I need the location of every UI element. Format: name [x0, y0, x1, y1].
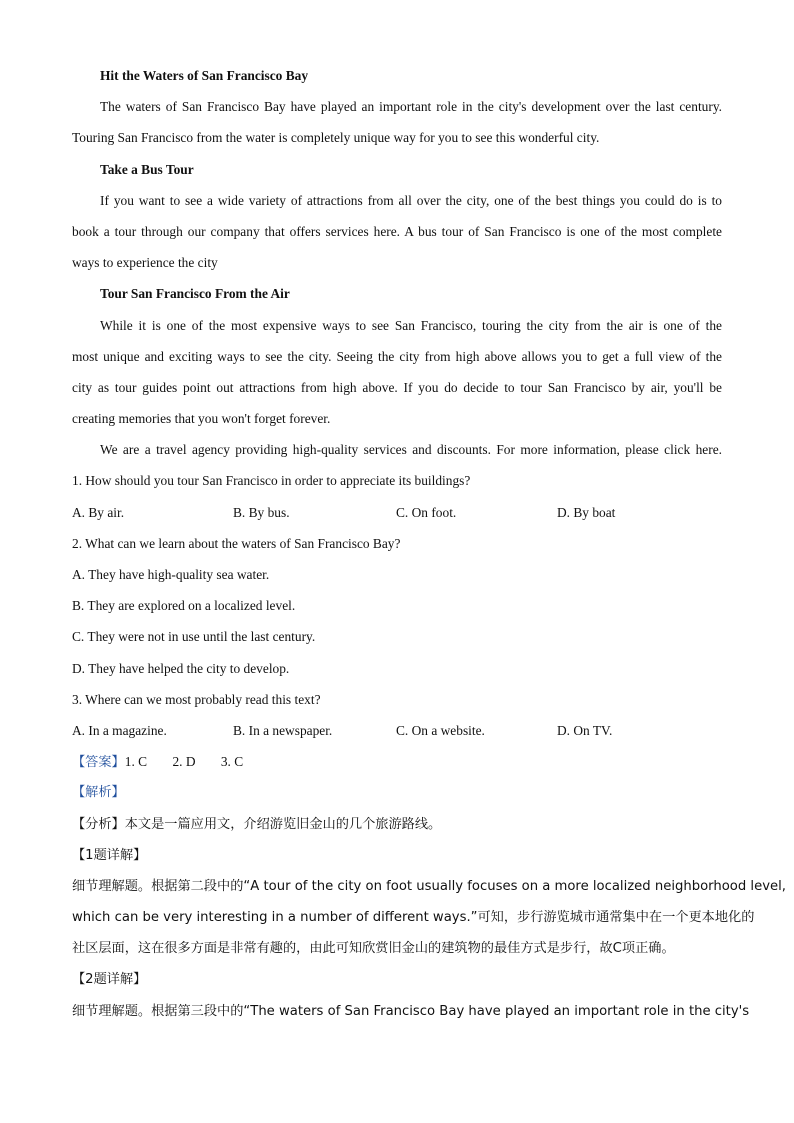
option-a: A. They have high-quality sea water.	[72, 567, 270, 582]
paragraph-line: ways to experience the city	[72, 255, 218, 271]
explanation-line: 细节理解题。根据第二段中的“A tour of the city on foot usually focuses on a more localized neighborhood level,	[72, 878, 786, 894]
answer-item: 3. C	[220, 754, 244, 770]
paragraph-line: most unique and exciting ways to see the city. Seeing the city from high above allows you to get a full view of the	[72, 348, 722, 364]
answer-item: 2. D	[172, 754, 196, 770]
summary-tag: 【分析】	[72, 816, 125, 832]
paragraph-line: We are a travel agency providing high-quality services and discounts. For more information, please click here.	[100, 442, 722, 458]
explanation-line: 社区层面，这在很多方面是非常有趣的，由此可知欣赏旧金山的建筑物的最佳方式是步行，故C项正确。	[72, 941, 675, 957]
explanation-line: which can be very interesting in a number of different ways.”可知，步行游览城市通常集中在一个更本地化的	[72, 910, 755, 926]
summary-line	[72, 809, 722, 840]
option-c: C. They were not in use until the last century.	[72, 629, 316, 645]
question-1-options	[72, 497, 722, 528]
heading-bus: Take a Bus Tour	[100, 161, 194, 177]
question-1: 1. How should you tour San Francisco in order to appreciate its buildings?	[72, 473, 471, 489]
question-3-options	[72, 715, 722, 746]
explanation-line: 细节理解题。根据第三段中的“The waters of San Francisco Bay have played an important role in the city's	[72, 1003, 750, 1019]
heading-bay: Hit the Waters of San Francisco Bay	[100, 68, 309, 83]
option-d: D. They have helped the city to develop.	[72, 660, 290, 676]
question-2: 2. What can we learn about the waters of San Francisco Bay?	[72, 535, 401, 551]
paragraph-line: city as tour guides point out attractions from high above. If you do decide to tour San Francisco by air, you'll be	[72, 379, 722, 395]
answer-row	[72, 746, 722, 777]
question-3: 3. Where can we most probably read this text?	[72, 691, 321, 707]
q2-detail-tag: 【2题详解】	[72, 972, 147, 988]
paragraph-line: While it is one of the most expensive ways to see San Francisco, touring the city from the air is one of the	[100, 317, 722, 333]
option-a: A. By air.	[72, 504, 125, 520]
option-c: C. On foot.	[396, 504, 457, 520]
paragraph-line: Touring San Francisco from the water is completely unique way for you to see this wonderful city.	[72, 130, 600, 146]
option-d: D. By boat	[557, 504, 616, 520]
summary-text: 本文是一篇应用文，介绍游览旧金山的几个旅游路线。	[124, 816, 442, 832]
option-d: D. On TV.	[557, 722, 613, 738]
paragraph-line: book a tour through our company that offers services here. A bus tour of San Francisco is one of the most complete	[72, 223, 722, 239]
option-b: B. By bus.	[233, 504, 290, 520]
answer-item: 1. C	[124, 754, 148, 770]
option-b: B. In a newspaper.	[233, 722, 333, 738]
paragraph-line: The waters of San Francisco Bay have played an important role in the city's development over the last century.	[100, 99, 722, 115]
paragraph-line: If you want to see a wide variety of attractions from all over the city, one of the best things you could do is to	[100, 192, 722, 208]
answer-tag: 【答案】	[72, 755, 125, 771]
heading-air: Tour San Francisco From the Air	[100, 286, 290, 302]
option-a: A. In a magazine.	[72, 722, 167, 738]
document-page	[72, 60, 786, 1027]
option-b: B. They are explored on a localized level.	[72, 598, 296, 614]
q1-detail-tag: 【1题详解】	[72, 847, 147, 863]
option-c: C. On a website.	[396, 722, 485, 738]
paragraph-line: creating memories that you won't forget forever.	[72, 411, 331, 427]
analysis-tag: 【解析】	[72, 785, 125, 801]
